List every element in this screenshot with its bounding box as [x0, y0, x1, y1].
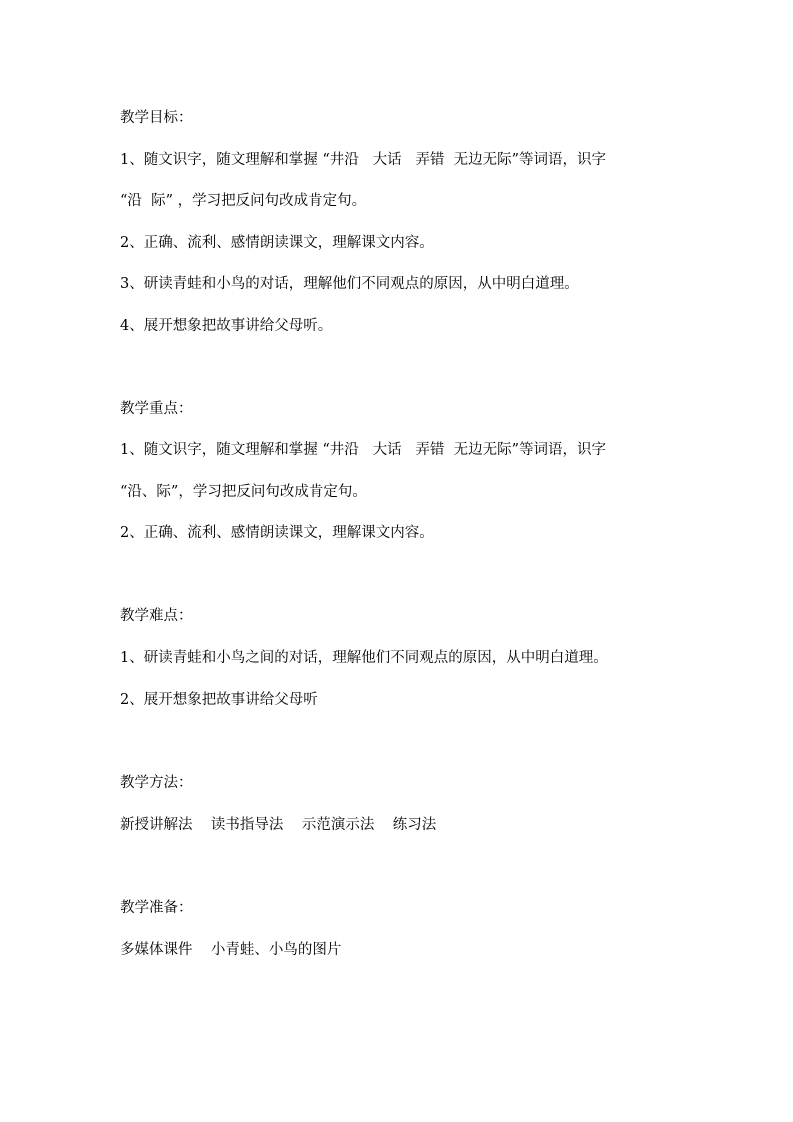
preparation-item: 多媒体课件 小青蛙、小鸟的图片 — [120, 942, 342, 958]
preparation-heading: 教学准备： — [120, 900, 193, 916]
goals-item-3: 3、研读青蛙和小鸟的对话，理解他们不同观点的原因，从中明白道理。 — [120, 276, 579, 292]
key-points-item-2: 2、正确、流利、感情朗读课文，理解课文内容。 — [120, 525, 434, 541]
key-points-item-1-cont: “沿、际”，学习把反问句改成肯定句。 — [120, 484, 367, 500]
goals-item-1: 1、随文识字，随文理解和掌握 “井沿 大话 弄错 无边无际”等词语，识字 — [120, 152, 607, 168]
difficulties-item-2: 2、展开想象把故事讲给父母听 — [120, 692, 318, 708]
methods-item: 新授讲解法 读书指导法 示范演示法 练习法 — [120, 817, 437, 833]
goals-item-4: 4、展开想象把故事讲给父母听。 — [120, 318, 333, 334]
goals-item-2: 2、正确、流利、感情朗读课文，理解课文内容。 — [120, 235, 434, 251]
difficulties-heading: 教学难点： — [120, 608, 193, 624]
difficulties-item-1: 1、研读青蛙和小鸟之间的对话，理解他们不同观点的原因，从中明白道理。 — [120, 650, 608, 666]
goals-item-1-cont: “沿 际” ，学习把反问句改成肯定句。 — [120, 193, 367, 209]
methods-heading: 教学方法： — [120, 775, 193, 791]
key-points-item-1: 1、随文识字，随文理解和掌握 “井沿 大话 弄错 无边无际”等词语，识字 — [120, 442, 607, 458]
goals-heading: 教学目标： — [120, 110, 193, 126]
key-points-heading: 教学重点： — [120, 401, 193, 417]
